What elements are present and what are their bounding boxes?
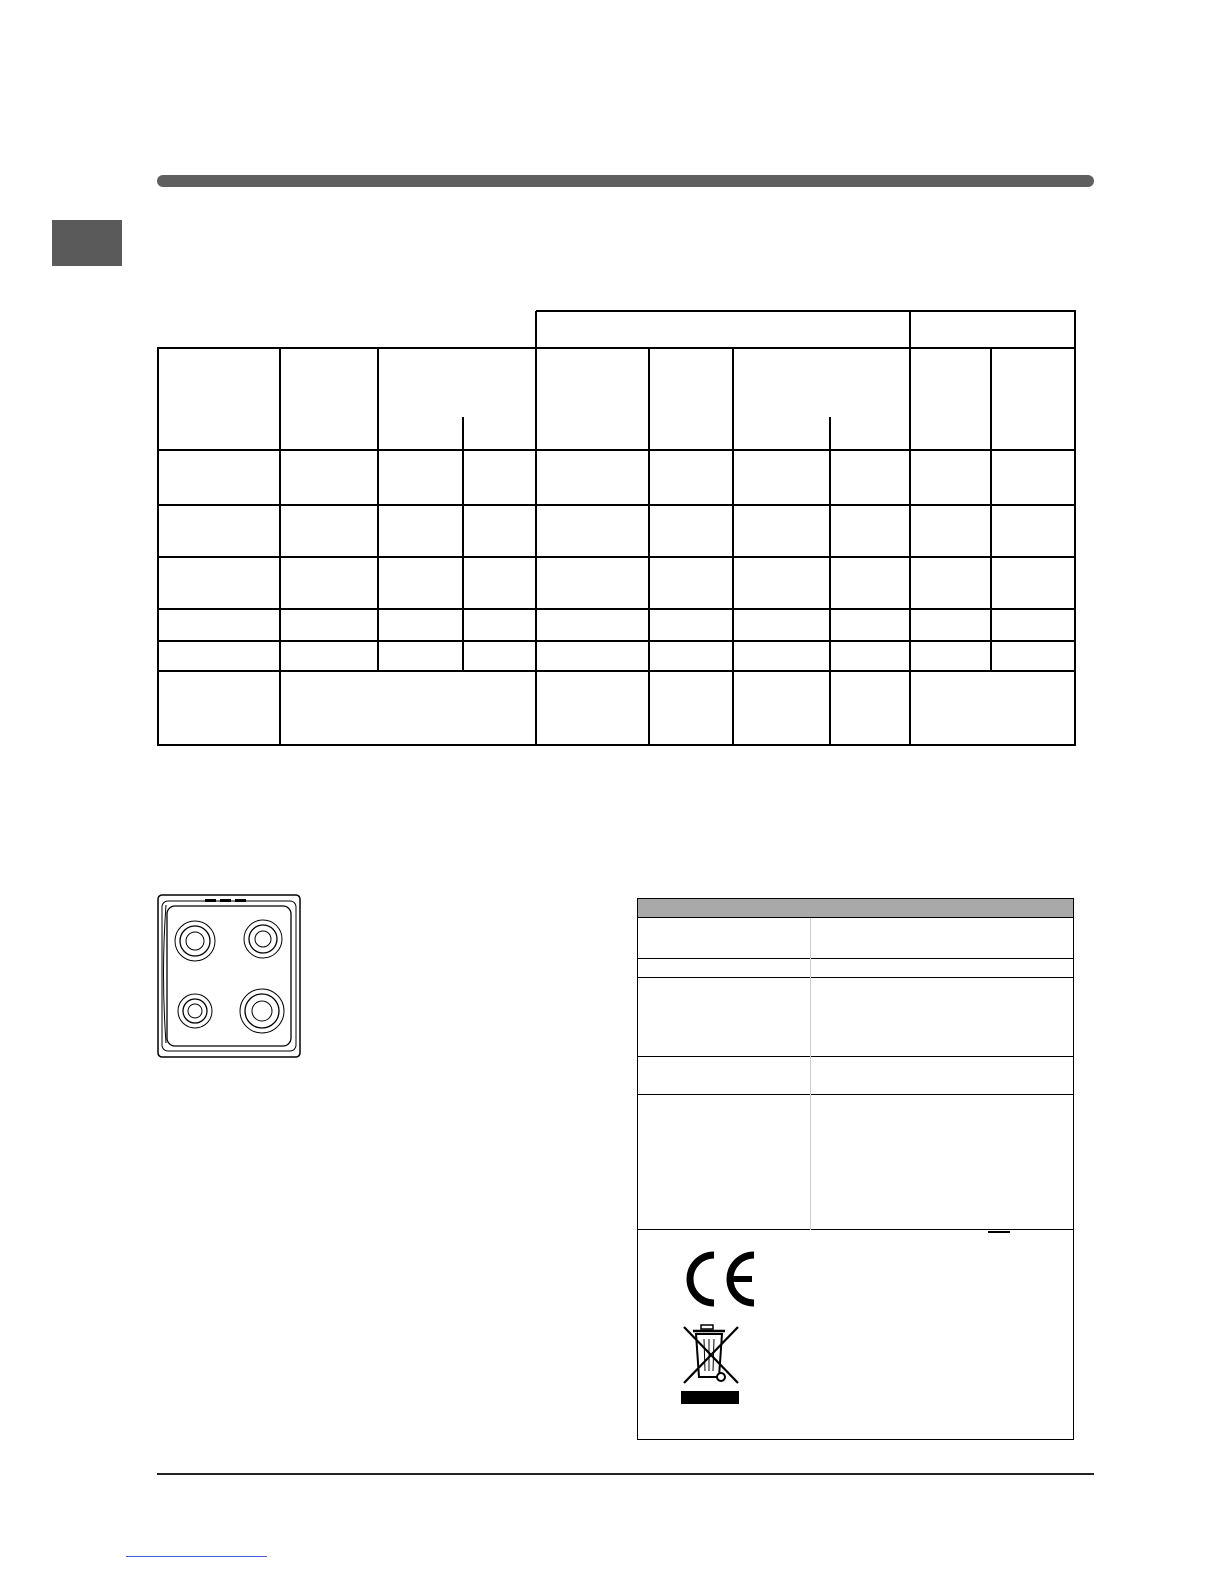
table-cell [832, 643, 908, 669]
table-cell [465, 611, 534, 639]
spec-row [638, 978, 1073, 1057]
table-cell [912, 559, 989, 607]
table-cell [282, 559, 376, 607]
table-cell [465, 559, 534, 607]
table-cell [651, 643, 731, 669]
spec-row [638, 1095, 1073, 1230]
table-cell [538, 507, 647, 555]
language-tab [52, 220, 122, 266]
table-cell [380, 611, 461, 639]
table-rule [279, 348, 281, 745]
table-cell [993, 559, 1073, 607]
table-cell [993, 611, 1073, 639]
table-rule [377, 348, 379, 671]
table-cell [651, 452, 731, 503]
overline-mark [988, 1231, 1010, 1233]
table-cell [651, 559, 731, 607]
table-cell [465, 643, 534, 669]
burner-bottom-right [240, 989, 284, 1033]
table-cell [538, 611, 647, 639]
table-rule [462, 417, 464, 671]
table-rule [157, 608, 1076, 610]
table-rule [732, 348, 734, 745]
table-cell [465, 507, 534, 555]
spec-panel-header [638, 899, 1073, 918]
table-rule [1074, 311, 1076, 745]
table-rule [990, 348, 992, 671]
table-cell [282, 611, 376, 639]
bottom-rule [157, 1473, 1094, 1475]
table-rule [535, 311, 537, 745]
spec-row [638, 918, 1073, 959]
table-cell [282, 452, 376, 503]
table-rule [157, 347, 1076, 349]
table-cell [993, 643, 1073, 669]
hob-burners-diagram [157, 893, 301, 1059]
burner-table [157, 310, 1076, 746]
table-rule [157, 556, 1076, 558]
ce-mark-icon [682, 1249, 758, 1309]
table-rule [909, 311, 911, 745]
table-cell [160, 507, 278, 555]
table-rule [829, 417, 831, 745]
table-cell [538, 643, 647, 669]
table-rule [157, 744, 1076, 746]
table-cell [465, 452, 534, 503]
table-cell [735, 452, 828, 503]
table-cell [735, 643, 828, 669]
burner-top-right [244, 920, 282, 958]
table-cell [735, 559, 828, 607]
table-rule [157, 449, 1076, 451]
table-cell [380, 507, 461, 555]
table-cell [160, 643, 278, 669]
table-cell [912, 507, 989, 555]
table-cell [832, 452, 908, 503]
table-cell [380, 643, 461, 669]
table-cell [912, 643, 989, 669]
burner-top-left [175, 921, 215, 961]
weee-crossed-bin-icon [680, 1321, 742, 1409]
table-cell [651, 611, 731, 639]
specification-panel [637, 898, 1074, 1440]
table-rule [536, 310, 1076, 312]
table-cell [282, 643, 376, 669]
table-rule [157, 640, 1076, 642]
table-cell [993, 507, 1073, 555]
table-cell [735, 507, 828, 555]
table-cell [912, 452, 989, 503]
table-rule [157, 348, 159, 745]
table-rule [157, 670, 1076, 672]
burner-bottom-left [178, 994, 212, 1028]
spec-row [638, 959, 1073, 978]
spec-row [638, 1057, 1073, 1095]
top-rule [157, 175, 1094, 187]
table-cell [832, 559, 908, 607]
table-cell [160, 452, 278, 503]
table-rule [157, 504, 1076, 506]
table-cell [282, 507, 376, 555]
table-rule [648, 348, 650, 745]
table-cell [651, 507, 731, 555]
table-cell [912, 611, 989, 639]
table-cell [160, 611, 278, 639]
table-cell [538, 452, 647, 503]
table-cell [538, 559, 647, 607]
table-cell [832, 611, 908, 639]
table-cell [735, 611, 828, 639]
table-cell [380, 559, 461, 607]
spec-column-divider [810, 918, 811, 1230]
table-cell [832, 507, 908, 555]
table-cell [160, 559, 278, 607]
table-cell [993, 452, 1073, 503]
footer-link-underline[interactable] [126, 1556, 267, 1557]
table-cell [380, 452, 461, 503]
